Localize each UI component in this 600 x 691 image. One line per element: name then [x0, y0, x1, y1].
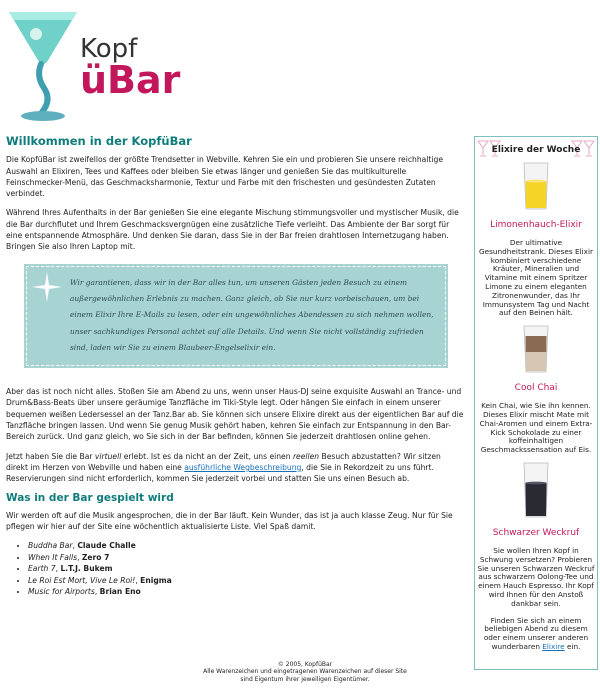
- drink-name: Schwarzer Weckruf: [492, 527, 580, 538]
- elixire-link[interactable]: Elixire: [542, 641, 565, 651]
- main-content: [6, 136, 464, 598]
- drink-description: Der ultimative Gesundheitstrank. Dieses Elixir kombiniert verschiedene Kräuter, Mineralien und Vitamine mit einem Spritzer Limone zu einem eleganten Zitronenwunder, das Ihr Immunsystem Tag und Nacht auf den Beinen hält.: [478, 238, 593, 318]
- artist-name: Brian Eno: [99, 587, 141, 597]
- visit-em-virtual: virtuell: [94, 451, 122, 461]
- drink-description: Kein Chai, wie Sie ihn kennen. Dieses Elixir mischt Mate mit Chai-Aromen und einem Extra-Kick Schokolade zu einer koffeinhaltigen Geschmackssensation auf Eis.: [479, 401, 593, 455]
- footer-trademark-line: Alle Warenzeichen und eingetragenen Warenzeichen auf dieser Site: [203, 668, 407, 676]
- music-section-title: Was in der Bar gespielt wird: [6, 491, 174, 504]
- visit-paragraph: [6, 451, 464, 485]
- music-list-item: • Buddha Bar, Claude Challe: [28, 540, 464, 552]
- drink-name: Limonenhauch-Elixir: [490, 220, 582, 230]
- closing-text-2: ein.: [564, 641, 581, 651]
- music-list-item: • Le Roi Est Mort, Vive Le Roi!, Enigma: [28, 575, 464, 587]
- sparkle-star-icon: [32, 272, 62, 302]
- footer: [185, 661, 425, 683]
- guarantee-quote-box: [24, 264, 448, 368]
- music-list-item: • Earth 7, L.T.J. Bukem: [28, 563, 464, 575]
- music-list-item: • When It Falls, Zero 7: [28, 552, 464, 564]
- cool-chai-glass-icon: [521, 324, 551, 374]
- album-title: Buddha Bar: [28, 541, 73, 551]
- logo-bar: üBar: [80, 58, 181, 102]
- directions-link[interactable]: ausführliche Wegbeschreibung: [184, 462, 302, 472]
- visit-text-4: , die Sie in Rekordzeit zu uns führt. Reservierungen sind nicht erforderlich, kommen Sie jederzeit vorbei und statten Sie uns einen Besuch ab.: [6, 462, 434, 484]
- elixir-sidebar: [474, 136, 598, 670]
- artist-name: L.T.J. Bukem: [60, 564, 113, 574]
- ambience-paragraph: Während Ihres Aufenthalts in der Bar genießen Sie eine elegante Mischung stimmungsvoller und mystischer Musik, die die Bar durchflutet und Ihrem Geschmacksvergnügen eine zusätzliche Tiefe verleiht. Das Ambiente der Bar sorgt für eine entspannende Atmosphäre. Und denken Sie daran, dass Sie in der Bar freien drahtlosen Internetzugang haben. Bringen Sie also Ihren Laptop mit.: [6, 208, 459, 252]
- visit-text-2: erlebt. Ist es da nicht an der Zeit, uns einen: [121, 451, 293, 461]
- sidebar-title: Elixire der Woche: [491, 145, 581, 155]
- music-list: [6, 540, 464, 598]
- visit-em-real: reellen: [292, 451, 320, 461]
- album-title: Music for Airports: [28, 587, 95, 597]
- dj-paragraph: Aber das ist noch nicht alles. Stoßen Sie am Abend zu uns, wenn unser Haus-DJ seine exquisite Auswahl an Trance- und Drum&Bass-Beats über unsere geräumige Tanzfläche im Tiki-Style legt. Oder hängen Sie einfach in einem unserer bequemen weißen Ledersessel an der Tanz.Bar ab. Sie können sich unsere Elixire direkt aus der eigentlichen Bar auf die Tanzfläche bringen lassen. Und wenn Sie genug Musik gehört haben, kehren Sie einfach zur Entspannung in den Bar-Bereich zurück. Und ganz gleich, wo Sie sich in der Bar befinden, können Sie jederzeit drahtlosen online gehen.: [6, 387, 464, 442]
- intro-paragraph: Die KopfüBar ist zweifellos der größte Trendsetter in Webville. Kehren Sie ein und probieren Sie unsere reichhaltige Auswahl an Elixiren, Tees und Kaffees oder bleiben Sie etwas länger und genießen Sie das multikulturelle Feinschmecker-Menü, das Geschmacksharmonie, Textur und Farbe mit den frischesten und gesündesten Zutaten verbindet.: [6, 155, 443, 199]
- logo-text: [80, 36, 180, 100]
- guarantee-quote-text: Wir garantieren, dass wir in der Bar alles tun, um unseren Gästen jeden Besuch zu einem außergewöhnlichen Erlebnis zu machen. Ganz gleich, ob Sie nur kurz vorbeischauen, um bei einem Elixir Ihre E-Mails zu lesen, oder ein ungewöhnliches Abendessen zu sich nehmen wollen, unser sachkundiges Personal achtet auf alle Details. Und wenn Sie nicht vollständig zufrieden sind, laden wir Sie zu einem Blaubeer-Engelselixir ein.: [70, 277, 434, 352]
- header: [0, 0, 600, 130]
- music-intro-paragraph: Wir werden oft auf die Musik angesprochen, die in der Bar läuft. Kein Wunder, das ist ja auch klasse Zeug. Nur für Sie pflegen wir hier auf der Site eine wöchentlich aktualisierte Liste. Viel Spaß damit.: [6, 510, 453, 532]
- artist-name: Zero 7: [81, 552, 110, 562]
- lemon-elixir-glass-icon: [521, 161, 551, 211]
- drink-description: Sie wollen Ihren Kopf in Schwung versetzen? Probieren Sie unseren Schwarzen Weckruf aus schwarzem Oolong-Tee und einem Hauch Espresso. Ihr Kopf wird Ihnen für den Anstoß dankbar sein.: [477, 545, 595, 608]
- drink-item: [475, 324, 597, 455]
- logo-kopf: Kopf: [80, 34, 138, 64]
- drink-name: Cool Chai: [514, 383, 558, 394]
- album-title: Le Roi Est Mort, Vive Le Roi!: [28, 575, 136, 585]
- music-list-item: • Music for Airports, Brian Eno: [28, 586, 464, 598]
- footer-copyright: © 2005, KopfüBar: [277, 661, 333, 668]
- closing-text-1: Finden Sie sich an einem beliebigen Abend zu diesem oder einem unserer anderen wunderbaren: [483, 615, 589, 651]
- drink-item: [475, 161, 597, 318]
- sidebar-header: [475, 137, 597, 159]
- footer-owner-line: sind Eigentum ihrer jeweiligen Eigentümer.: [240, 675, 370, 683]
- visit-text-3: Besuch abzustatten? Wir sitzen direkt im Herzen von Webville und haben eine: [6, 451, 441, 472]
- visit-text-1: Jetzt haben Sie die Bar: [6, 451, 95, 461]
- martini-glass-logo-icon: [6, 6, 80, 124]
- artist-name: Claude Challe: [77, 541, 136, 551]
- album-title: Earth 7: [28, 564, 56, 574]
- artist-name: Enigma: [140, 575, 172, 585]
- black-wakeup-glass-icon: [521, 461, 551, 519]
- drink-item: [475, 461, 597, 652]
- album-title: When It Falls: [28, 552, 78, 562]
- sidebar-closing-text: [477, 617, 595, 652]
- page-title: Willkommen in der KopfüBar: [6, 134, 192, 148]
